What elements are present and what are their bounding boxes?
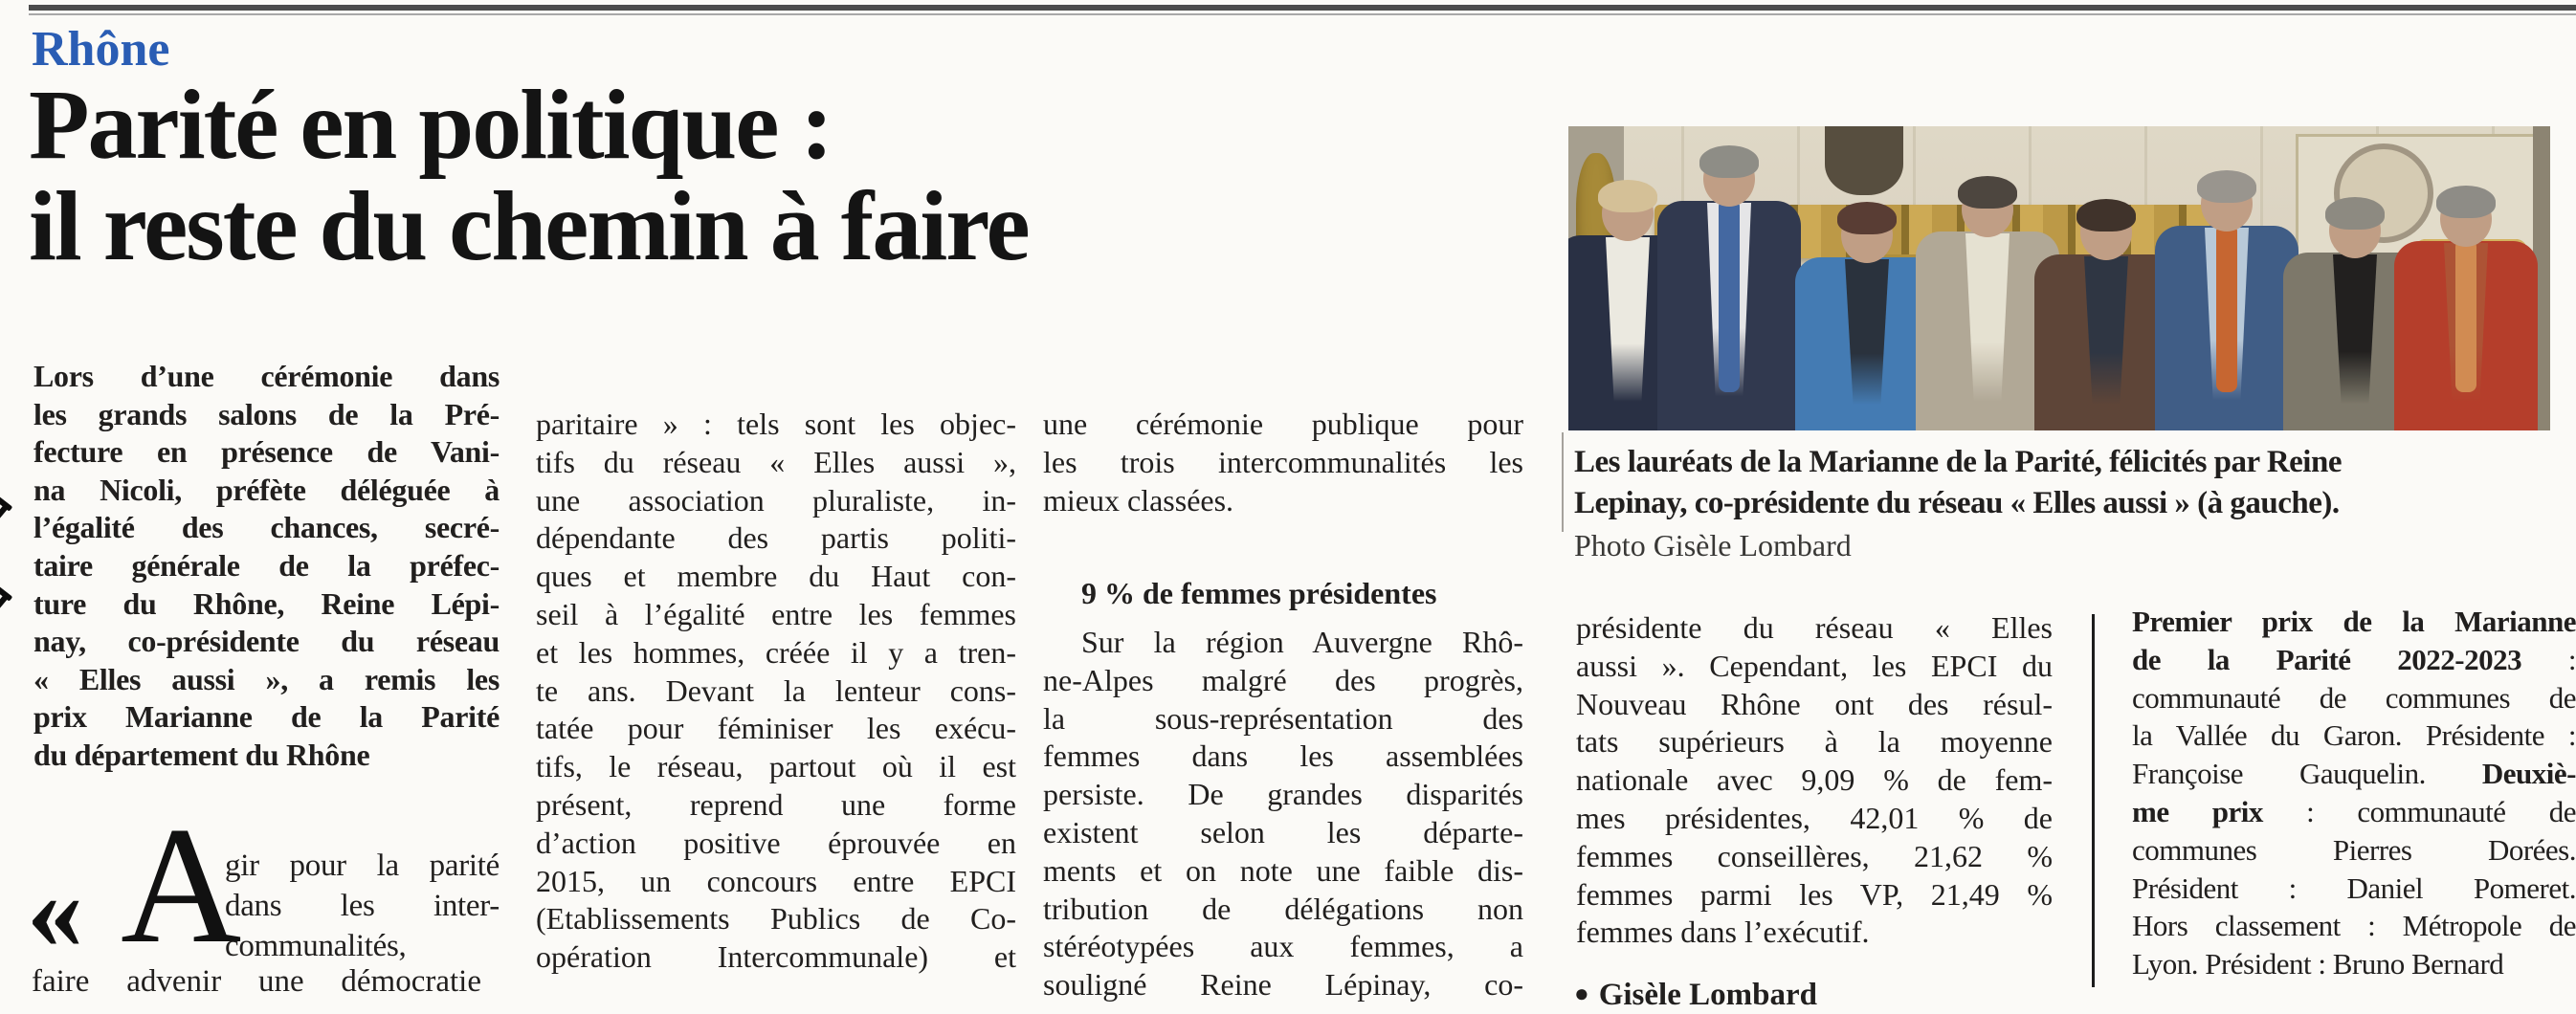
- text-segment: communes Pierres Dorées.: [2132, 832, 2576, 867]
- text-line: taire générale de la préfec-: [33, 547, 500, 583]
- text-line: seil à l’égalité entre les femmes: [536, 596, 1016, 631]
- body-column-4: [1576, 609, 2053, 952]
- text-line: les grands salons de la Pré-: [33, 396, 500, 431]
- headline-line-1: Parité en politique :: [29, 70, 833, 180]
- text-segment: communauté de communes de: [2132, 680, 2576, 715]
- text-line: ments et on note une faible dis-: [1043, 852, 1523, 888]
- text-line: communalités,: [225, 929, 407, 963]
- text-line: [2132, 793, 2576, 831]
- text-line: tats supérieurs à la moyenne: [1576, 724, 2053, 760]
- text-line: [2132, 945, 2576, 983]
- opening-guillemet: «: [27, 848, 83, 973]
- standfirst-paragraph: [33, 358, 500, 775]
- text-line: [2132, 755, 2576, 793]
- text-line: [2132, 870, 2576, 908]
- text-line: Nouveau Rhône ont des résul-: [1576, 686, 2053, 721]
- text-line: paritaire » : tels sont les objec-: [536, 407, 1016, 441]
- text-line: fecture en présence de Vani-: [33, 434, 500, 470]
- text-line: gir pour la parité: [225, 849, 500, 883]
- text-line: mieux classées.: [1043, 482, 1234, 518]
- body-column-2: [536, 406, 1016, 977]
- text-line: du département du Rhône: [33, 737, 370, 772]
- person-hair: [2436, 186, 2496, 218]
- text-line: mes présidentes, 42,01 % de: [1576, 800, 2053, 835]
- text-line: na Nicoli, préfète déléguée à: [33, 472, 500, 507]
- person-hair: [1958, 176, 2017, 209]
- text-segment: Hors classement : Métropole de: [2132, 909, 2576, 943]
- byline-bullet: ●: [1574, 980, 1589, 1007]
- person-hair: [1699, 145, 1759, 178]
- text-line: te ans. Devant la lenteur cons-: [536, 672, 1016, 708]
- text-line: « Elles aussi », a remis les: [33, 661, 500, 696]
- person-hair: [2325, 197, 2385, 230]
- text-segment: :: [2521, 642, 2576, 676]
- text-line: [2132, 716, 2576, 755]
- text-line: femmes dans l’exécutif.: [1576, 915, 1870, 950]
- text-line: une association pluraliste, in-: [536, 482, 1016, 518]
- text-line: tribution de délégations non: [1043, 891, 1523, 926]
- body-column-3-bottom: [1043, 624, 1523, 1004]
- text-line: (Etablissements Publics de Co-: [536, 901, 1016, 937]
- article-photo: [1568, 126, 2550, 430]
- text-line: dépendante des partis politi-: [536, 520, 1016, 556]
- text-line: souligné Reine Lépinay, co-: [1043, 967, 1523, 1003]
- text-line: les trois intercommunalités les: [1043, 444, 1523, 479]
- text-line: femmes parmi les VP, 21,49 %: [1576, 876, 2053, 912]
- article-headline: [29, 70, 1029, 281]
- sidebar-column-prizes: [2132, 603, 2576, 983]
- text-line: d’action positive éprouvée en: [536, 825, 1016, 860]
- text-line: [2132, 907, 2576, 945]
- headline-line-2: il reste du chemin à faire: [29, 171, 1029, 281]
- drop-cap-letter: A: [121, 792, 242, 978]
- text-line: une cérémonie publique pour: [1043, 407, 1523, 441]
- text-line: [2132, 603, 2576, 641]
- text-line: Lors d’une cérémonie dans: [33, 359, 500, 393]
- text-line: [2132, 641, 2576, 679]
- author-byline: [1574, 978, 1817, 1013]
- photo-caption: [1574, 442, 2552, 524]
- text-line: l’égalité des chances, secré-: [33, 510, 500, 545]
- text-segment: : communauté de: [2262, 794, 2576, 828]
- scan-edge-mark: [0, 496, 21, 524]
- body-column-3-top: [1043, 406, 1523, 519]
- column-divider-rule: [2092, 614, 2095, 987]
- caption-line: Lepinay, co-présidente du réseau « Elles aussi » (à gauche).: [1574, 486, 2340, 520]
- text-line: opération Intercommunale) et: [536, 939, 1016, 975]
- text-line: [2132, 679, 2576, 717]
- person-hair: [2076, 199, 2136, 231]
- quote-last-line: faire advenir une démocratie: [32, 964, 481, 999]
- text-line: ne-Alpes malgré des progrès,: [1043, 662, 1523, 697]
- byline-name: Gisèle Lombard: [1598, 978, 1817, 1012]
- subheading: 9 % de femmes présidentes: [1081, 576, 1437, 610]
- scan-edge-mark: [0, 585, 21, 614]
- person-scarf-or-tie: [2455, 239, 2476, 392]
- text-segment: de la Parité 2022-2023: [2132, 642, 2522, 676]
- text-line: nationale avec 9,09 % de fem-: [1576, 762, 2053, 798]
- text-line: prix Marianne de la Parité: [33, 699, 500, 735]
- text-line: [2132, 831, 2576, 870]
- text-segment: la Vallée du Garon. Présidente :: [2132, 718, 2576, 753]
- section-label: Rhône: [32, 22, 170, 77]
- text-segment: Président : Daniel Pomeret.: [2132, 871, 2576, 905]
- text-segment: me prix: [2132, 794, 2263, 828]
- text-line: Sur la région Auvergne Rhô-: [1081, 625, 1523, 659]
- text-line: dans les inter-: [225, 889, 500, 923]
- text-line: ques et membre du Haut con-: [536, 559, 1016, 594]
- text-line: aussi ». Cependant, les EPCI du: [1576, 648, 2053, 683]
- photo-person-woman-red-coat: [2385, 126, 2547, 430]
- person-hair: [2197, 170, 2256, 203]
- text-line: nay, co-présidente du réseau: [33, 624, 500, 659]
- text-line: tifs du réseau « Elles aussi »,: [536, 444, 1016, 479]
- text-line: stéréotypées aux femmes, a: [1043, 929, 1523, 964]
- text-line: femmes dans les assemblées: [1043, 738, 1523, 774]
- person-scarf-or-tie: [1719, 199, 1740, 392]
- photo-credit: Photo Gisèle Lombard: [1574, 528, 1852, 562]
- text-segment: Premier prix de la Marianne: [2132, 605, 2576, 638]
- person-scarf-or-tie: [2216, 224, 2237, 392]
- text-line: et les hommes, créée il y a tren-: [536, 634, 1016, 670]
- text-segment: Françoise Gauquelin.: [2132, 757, 2482, 791]
- caption-side-rule: [1562, 432, 1564, 532]
- text-line: la sous-représentation des: [1043, 700, 1523, 736]
- person-hair: [1837, 202, 1897, 234]
- text-line: tifs, le réseau, partout où il est: [536, 749, 1016, 784]
- caption-line: Les lauréats de la Marianne de la Parité, félicités par Reine: [1574, 445, 2342, 479]
- text-line: 2015, un concours entre EPCI: [536, 863, 1016, 898]
- text-segment: Lyon. Président : Bruno Bernard: [2132, 947, 2504, 981]
- text-line: présent, reprend une forme: [536, 786, 1016, 822]
- top-rule: [29, 5, 2576, 15]
- text-line: existent selon les départe-: [1043, 814, 1523, 849]
- text-line: femmes conseillères, 21,62 %: [1576, 838, 2053, 873]
- text-line: présidente du réseau « Elles: [1576, 610, 2053, 645]
- text-segment: Deuxiè-: [2481, 757, 2576, 791]
- text-line: tatée pour féminiser les exécu-: [536, 711, 1016, 746]
- text-line: ture du Rhône, Reine Lépi-: [33, 585, 500, 621]
- quote-indented-lines: [225, 846, 500, 966]
- text-line: persiste. De grandes disparités: [1043, 777, 1523, 812]
